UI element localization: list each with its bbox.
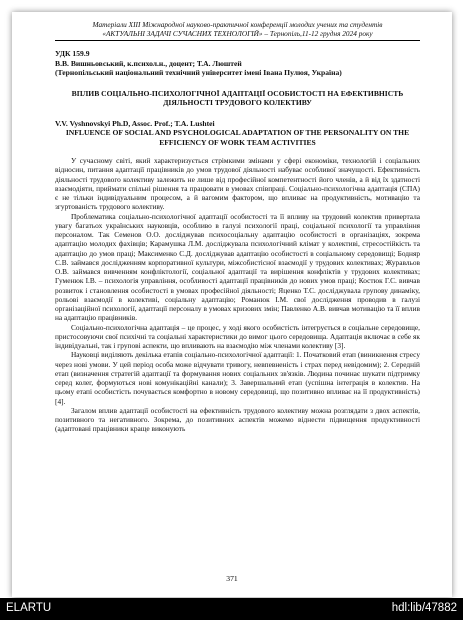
page-number: 371 (226, 574, 238, 583)
conference-header-line1: Матеріали XIII Міжнародної науково-практичної конференції молодих учених та студентів (92, 20, 383, 29)
page-content (55, 20, 420, 434)
udk-code: УДК 159.9 (55, 49, 90, 58)
document-page (12, 12, 452, 597)
handle-link[interactable]: hdl:lib/47882 (391, 602, 457, 614)
header-rule (55, 40, 420, 41)
paragraph: Загалом вплив адаптації особистості на ефективність трудового колективу можна розглядати з двох аспектів, позитивного та негативного. Зокрема, до позитивних аспектів можемо віднести підвищення продуктивності (адаптовані працівники краще виконують (55, 405, 420, 434)
authors-en: V.V. Vyshnovskyi Ph.D, Assoc. Prof.; T.A. Lushtei (55, 118, 215, 128)
conference-header-line2: «АКТУАЛЬНІ ЗАДАЧІ СУЧАСНИХ ТЕХНОЛОГІЙ» – Тернопіль,11-12 грудня 2024 року (102, 29, 373, 38)
affiliation: (Тернопільський національний технічний університет імені Івана Пулюя, Україна) (55, 68, 342, 77)
paragraph: Науковці виділяють декілька етапів соціально-психологічної адаптації: 1. Початковий етап (виникнення стресу через нові умови. У цей період особа може відчувати тривогу, невпевненість і страх перед невідомим); 2. Середній етап (визначення стратегій адаптації та формування нових соціальних зв'язків. Людина починає шукати підтримку серед колег, формуються нові комунікаційні канали); 3. Завершальний етап (успішна інтеграція в колектив. На цьому етапі особистість почувається комфортно в новому середовищі, що позитивно впливає на її продуктивність) [4]. (55, 350, 420, 406)
paragraph: Проблематика соціально-психологічної адаптації особистості та її впливу на трудовий колектив привертала увагу багатьох українських науковців, особливо в галузі психології праці, соціальної психології та управління персоналом. Так Семенов О.О. досліджував психосоціальну адаптацію особистості в організаціях, зокрема адаптацію молодих фахівців; Карамушка Л.М. досліджувала психологічний клімат у колективі, стресостійкість та адаптацію до умов праці; Максименко С.Д. досліджував адаптацію особистості в соціальному середовищі; Бодняр С.В. займався дослідженням корпоративної культури, міжсобистісної взаємодії у трудових колективах; Журавльов О.В. займався вивченням конфліктології, соціальної адаптації та вирішення конфліктів у трудових колективах; Гуменюк І.В. – психологія управління, особливості адаптації працівників до нових умов праці; Костюк Г.С. вивчав розвиток і становлення особистості в умовах професійної діяльності; Яценко Т.С. досліджувала групову динаміку, рольові взаємодії в колективі, соціальну адаптацію; Романюк І.М. свої дослідження проводив в галузі організаційної психології, адаптації персоналу в умовах кризових змін; Павленко А.В. вивчав мотивацію та її вплив на адаптацію працівників. (55, 211, 420, 323)
repository-name: ELARTU (6, 602, 52, 614)
title-english: INFLUENCE OF SOCIAL AND PSYCHOLOGICAL ADAPTATION OF THE PERSONALITY ON THE EFFICIENCY OF WORK TEAM ACTIVITIES (65, 128, 410, 147)
article-body (55, 156, 420, 434)
repository-footer-bar (0, 598, 463, 620)
title-ukrainian: ВПЛИВ СОЦІАЛЬНО-ПСИХОЛОГІЧНОЇ АДАПТАЦІЇ ОСОБИСТОСТІ НА ЕФЕКТИВНІСТЬ ДІЯЛЬНОСТІ ТРУДОВОГО КОЛЕКТИВУ (71, 88, 404, 107)
authors-uk: В.В. Вишньовський, к.психол.н., доцент; Т.А. Люштей (55, 58, 242, 68)
paragraph: У сучасному світі, який характеризується стрімкими змінами у сфері економіки, технологій і соціальних відносин, питання адаптації працівників до умов трудової діяльності набуває особливої значущості. Ефективність діяльності трудового колективу залежить не лише від професійної компетентності його членів, а й від їх здатності взаємодіяти, приймати спільні рішення та працювати в умовах співпраці. Соціально-психологічна адаптація (СПА) є не тільки індивідуальним процесом, а й вагомим фактором, що впливає на продуктивність, мотивацію та згуртованість трудового колективу. (55, 156, 420, 212)
paragraph: Соціально-психологічна адаптація – це процес, у ході якого особистість інтегрується в соціальне середовище, пристосовуючи свої психічні та соціальні характеристики до вимог цього середовища. Адаптація включає в себе як індивідуальні, так і групові аспекти, що впливають на взаємодію між членами колективу [3]. (55, 322, 420, 350)
